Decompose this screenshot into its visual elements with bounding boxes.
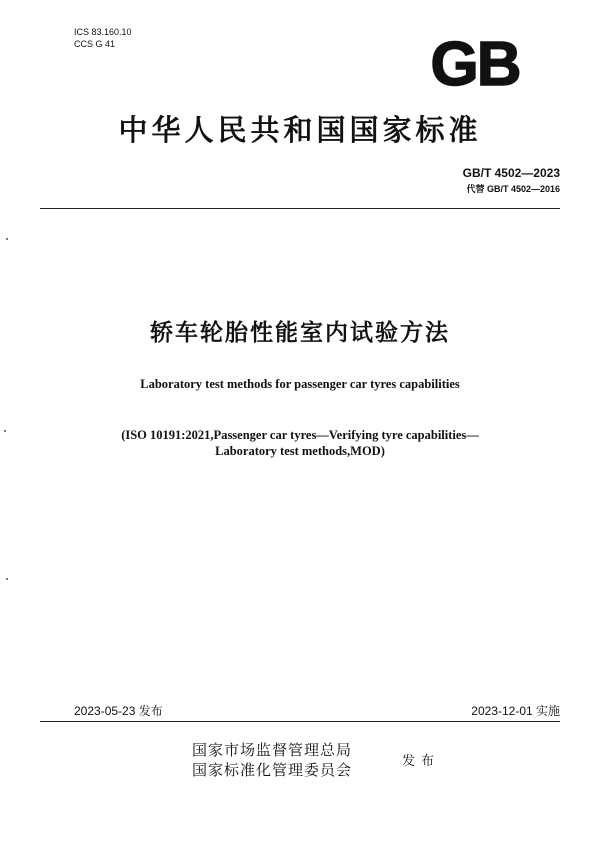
bottom-divider: [40, 721, 560, 722]
ccs-code: CCS G 41: [74, 39, 116, 49]
iso-reference-line2: Laboratory test methods,MOD): [215, 444, 385, 458]
ics-code: ICS 83.160.10: [74, 27, 132, 37]
implementation-date: 2023-12-01 实施: [471, 704, 560, 718]
iso-reference-line1: (ISO 10191:2021,Passenger car tyres—Verifying tyre capabilities—: [121, 428, 479, 442]
gb-logo-text: GB: [430, 35, 520, 90]
classification-codes: [74, 26, 132, 50]
issuer-line2: 国家标准化管理委员会: [192, 761, 353, 779]
gb-logo-icon: [420, 35, 530, 90]
release-label: 发布: [402, 754, 441, 769]
issuer-line1: 国家市场监督管理总局: [192, 741, 353, 759]
standard-number: GB/T 4502—2023: [462, 166, 560, 180]
scan-dot: [6, 578, 8, 580]
standard-organization: 中华人民共和国国家标准: [118, 113, 482, 147]
publish-date: 2023-05-23 发布: [74, 704, 163, 718]
scan-dot: [6, 238, 8, 240]
top-divider: [40, 208, 560, 209]
issuing-authorities: [192, 740, 352, 780]
title-english: Laboratory test methods for passenger car tyres capabilities: [140, 377, 460, 391]
title-chinese: 轿车轮胎性能室内试验方法: [150, 319, 450, 346]
replaces-standard: 代替 GB/T 4502—2016: [466, 184, 560, 194]
